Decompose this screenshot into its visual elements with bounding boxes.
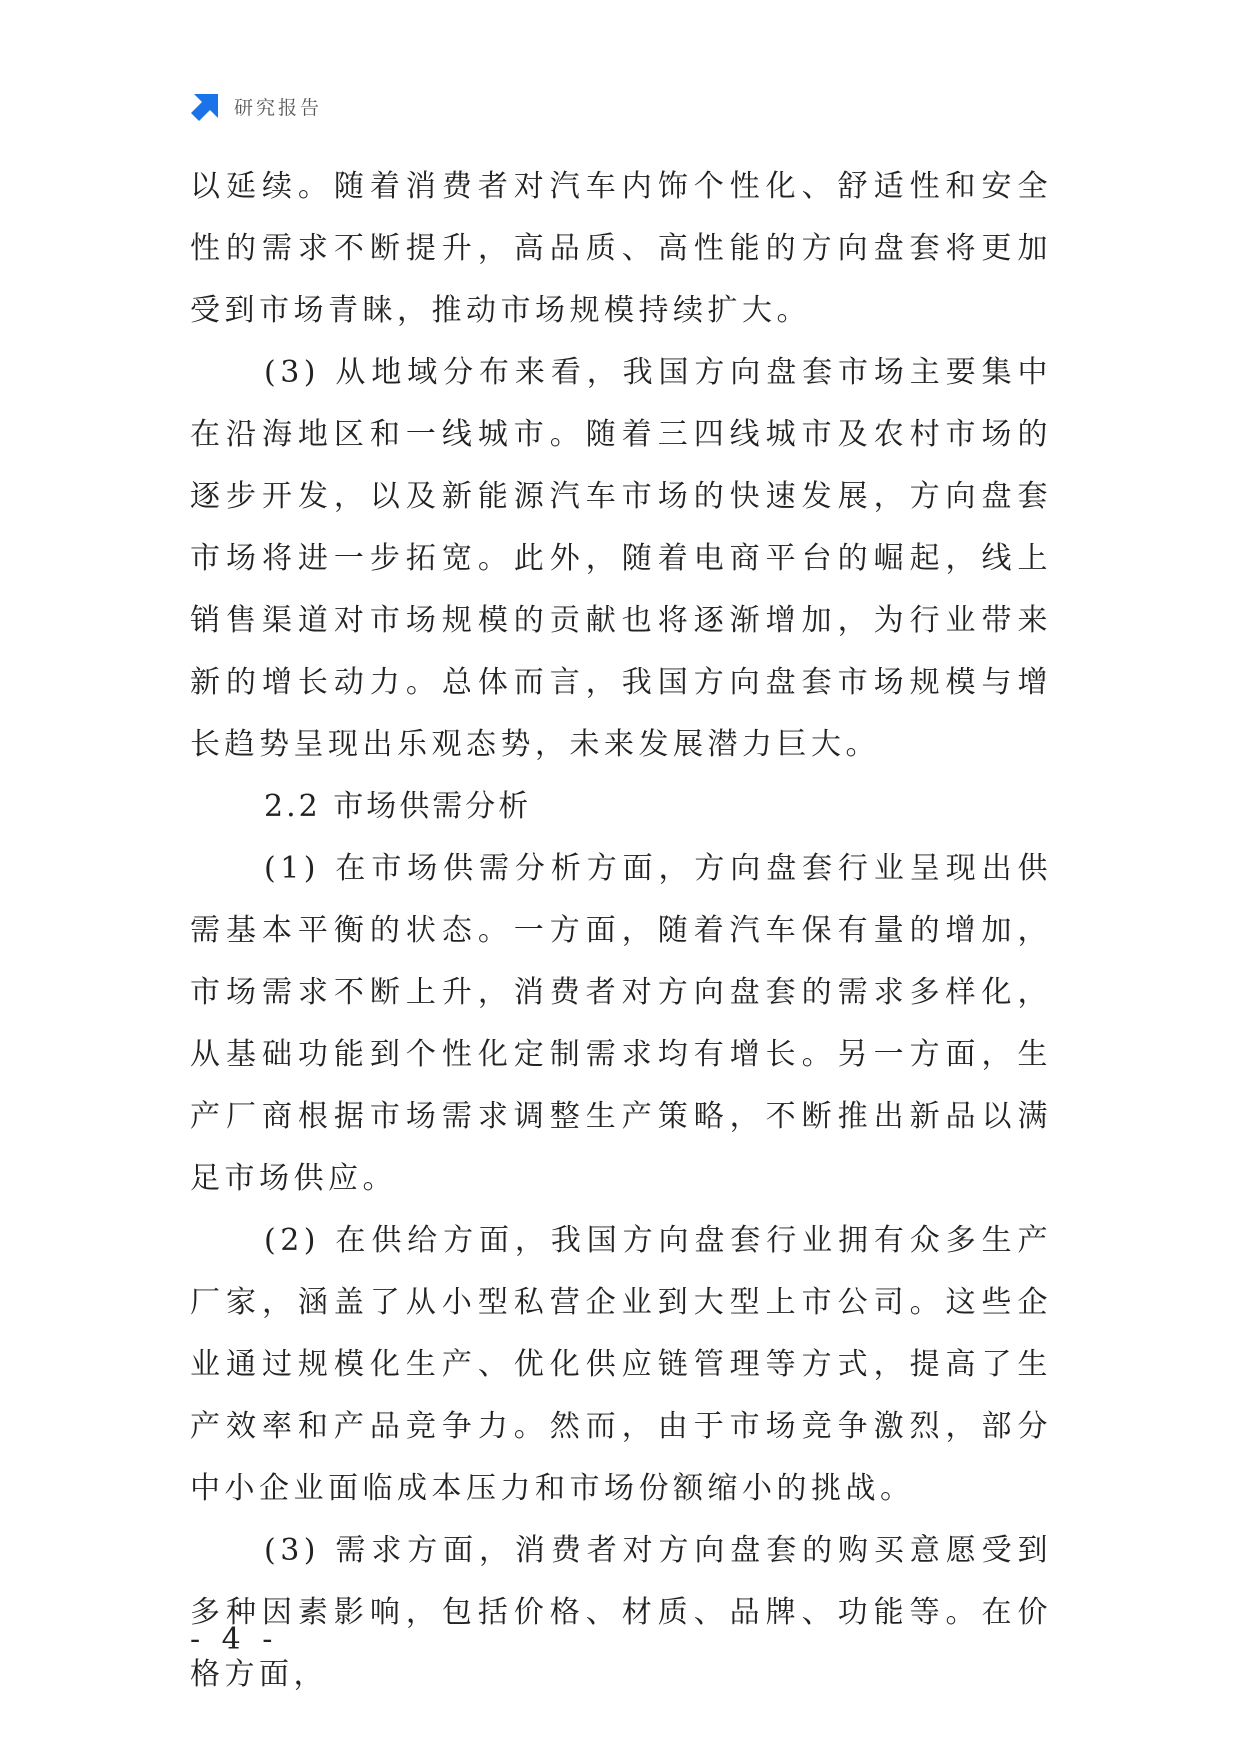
paragraph-supply: (2) 在供给方面，我国方向盘套行业拥有众多生产厂家，涵盖了从小型私营企业到大型上市公司。这些企业通过规模化生产、优化供应链管理等方式，提高了生产效率和产品竞争力。然而，由于市场竞争激烈，部分中小企业面临成本压力和市场份额缩小的挑战。 (190, 1223, 1052, 1506)
arrow-up-right-icon (190, 90, 222, 122)
page-number: - 4 - (190, 1622, 279, 1657)
paragraph-continued: 以延续。随着消费者对汽车内饰个性化、舒适性和安全性的需求不断提升，高品质、高性能的方向盘套将更加受到市场青睐，推动市场规模持续扩大。 (190, 169, 1052, 328)
header-title: 研究报告 (234, 96, 323, 119)
paragraph-regional-distribution: (3) 从地域分布来看，我国方向盘套市场主要集中在沿海地区和一线城市。随着三四线城市及农村市场的逐步开发，以及新能源汽车市场的快速发展，方向盘套市场将进一步拓宽。此外，随着电商平台的崛起，线上销售渠道对市场规模的贡献也将逐渐增加，为行业带来新的增长动力。总体而言，我国方向盘套市场规模与增长趋势呈现出乐观态势，未来发展潜力巨大。 (190, 355, 1052, 762)
section-heading: 2.2 市场供需分析 (264, 789, 532, 824)
page-header (190, 88, 322, 124)
paragraph-supply-demand: (1) 在市场供需分析方面，方向盘套行业呈现出供需基本平衡的状态。一方面，随着汽车保有量的增加，市场需求不断上升，消费者对方向盘套的需求多样化，从基础功能到个性化定制需求均有增长。另一方面，生产厂商根据市场需求调整生产策略，不断推出新品以满足市场供应。 (190, 851, 1052, 1196)
paragraph-demand: (3) 需求方面，消费者对方向盘套的购买意愿受到多种因素影响，包括价格、材质、品牌、功能等。在价格方面， (190, 1533, 1052, 1692)
document-body (190, 156, 1052, 1706)
